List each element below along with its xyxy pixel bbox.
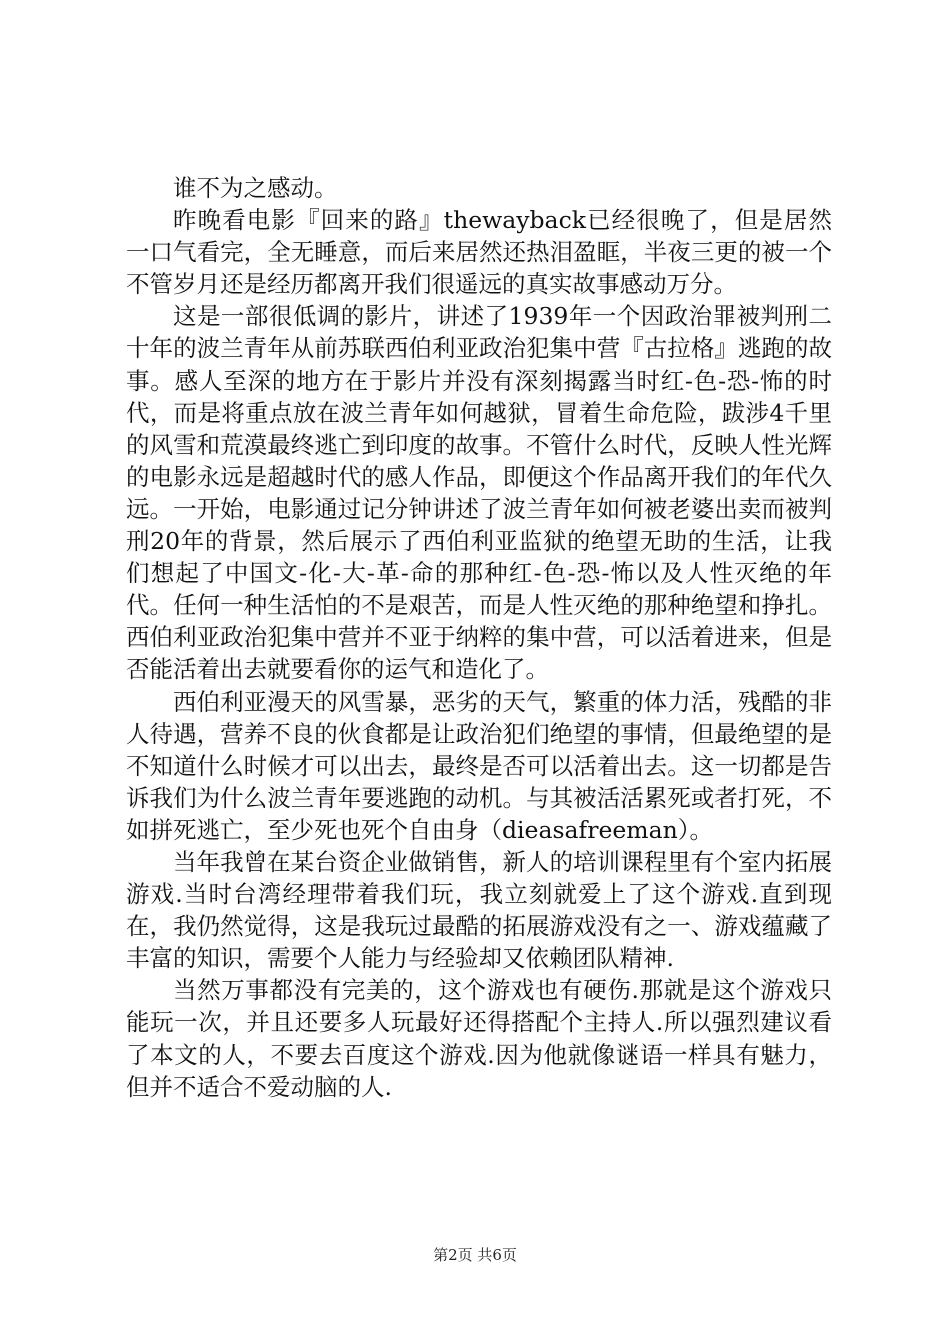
paragraph-1: 谁不为之感动。 (173, 174, 338, 202)
paragraph-5: 当年我曾在某台资企业做销售，新人的培训课程里有个室内拓展游戏.当时台湾经理带着我们玩，我立刻就爱上了这个游戏.直到现在，我仍然觉得，这是我玩过最酷的拓展游戏没有之一、游戏蕴藏了丰富的知识，需要个人能力与经验却又依赖团队精神. (126, 847, 832, 973)
paragraph-3: 这是一部很低调的影片，讲述了1939年一个因政治罪被判刑二十年的波兰青年从前苏联西伯利亚政治犯集中营『古拉格』逃跑的故事。感人至深的地方在于影片并没有深刻揭露当时红-色-恐-怖的时代，而是将重点放在波兰青年如何越狱，冒着生命危险，跋涉4千里的风雪和荒漠最终逃亡到印度的故事。不管什么时代，反映人性光辉的电影永远是超越时代的感人作品，即便这个作品离开我们的年代久远。一开始，电影通过记分钟讲述了波兰青年如何被老婆出卖而被判刑20年的背景，然后展示了西伯利亚监狱的绝望无助的生活，让我们想起了中国文-化-大-革-命的那种红-色-恐-怖以及人性灭绝的年代。任何一种生活怕的不是艰苦，而是人性灭绝的那种绝望和挣扎。西伯利亚政治犯集中营并不亚于纳粹的集中营，可以活着进来，但是否能活着出去就要看你的运气和造化了。 (126, 302, 832, 684)
page-number-footer: 第2页 共6页 (433, 1246, 517, 1264)
paragraph-4: 西伯利亚漫天的风雪暴，恶劣的天气，繁重的体力活，残酷的非人待遇，营养不良的伙食都是让政治犯们绝望的事情，但最绝望的是不知道什么时候才可以出去，最终是否可以活着出去。这一切都是告诉我们为什么波兰青年要逃跑的动机。与其被活活累死或者打死，不如拼死逃亡，至少死也死个自由身（dieasafreeman）。 (126, 687, 832, 844)
document-body (126, 172, 832, 1103)
paragraph-6: 当然万事都没有完美的，这个游戏也有硬伤.那就是这个游戏只能玩一次，并且还要多人玩最好还得搭配个主持人.所以强烈建议看了本文的人，不要去百度这个游戏.因为他就像谜语一样具有魅力，但并不适合不爱动脑的人. (126, 976, 832, 1101)
paragraph-2: 昨晚看电影『回来的路』thewayback已经很晚了，但是居然一口气看完，全无睡意，而后来居然还热泪盈眶，半夜三更的被一个不管岁月还是经历都离开我们很遥远的真实故事感动万分。 (126, 206, 832, 299)
